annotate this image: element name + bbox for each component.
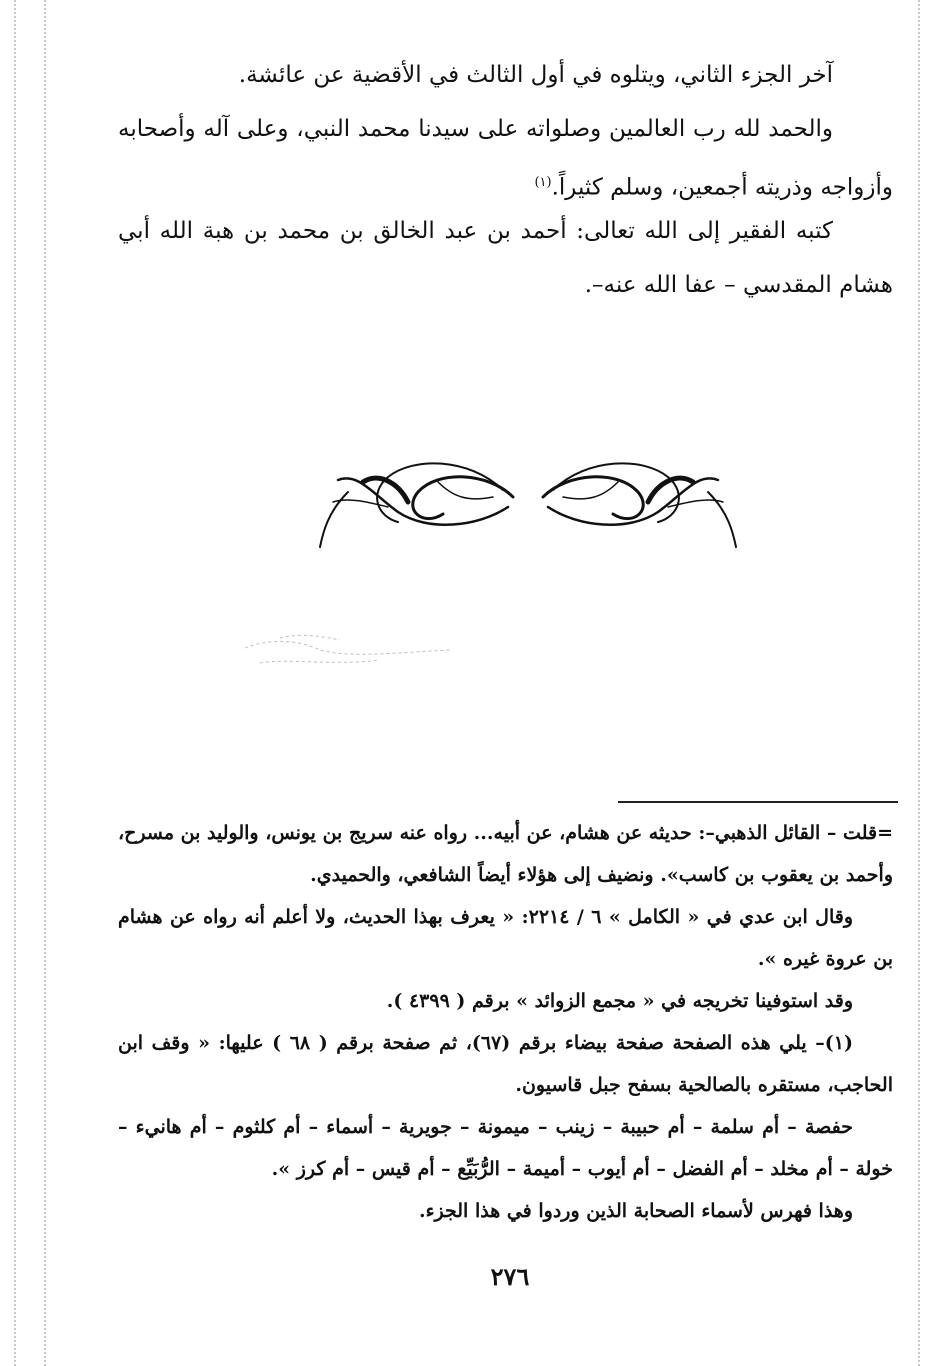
binding-dots-left <box>14 0 16 1366</box>
footnote-companions-list: حفصة – أم سلمة – أم حبيبة – زينب – ميمونة – جويرية – أسماء – أم كلثوم – أم هانيء – خولة – أم مخلد – أم الفضل – أم أيوب – أميمة – الرُّبَيِّع – أم قيس – أم كرز ». <box>118 1116 893 1180</box>
scan-smudge <box>240 628 460 678</box>
doxology-text: والحمد لله رب العالمين وصلواته على سيدنا محمد النبي، وعلى آله وأصحابه وأزواجه وذريته أجمعين، وسلم كثيراً. <box>118 116 893 201</box>
footnote-separator <box>618 801 898 803</box>
binding-dots-right <box>918 0 920 1366</box>
document-page <box>118 0 893 1366</box>
footnote-1: (١)– يلي هذه الصفحة صفحة بيضاء برقم (٦٧)، ثم صفحة برقم ( ٦٨ ) عليها: « وقف ابن الحاجب، مستقره بالصالحية بسفح جبل قاسيون. <box>118 1032 893 1096</box>
footnote-reference: (١) <box>534 175 552 190</box>
doxology-paragraph <box>118 102 893 215</box>
page-number: ٢٧٦ <box>490 1262 530 1291</box>
decorative-ornament <box>318 452 738 552</box>
closing-line: آخر الجزء الثاني، ويتلوه في أول الثالث في الأقضية عن عائشة. <box>238 62 833 88</box>
footnote-continuation: =قلت – القائل الذهبي–: حديثه عن هشام، عن أبيه... رواه عنه سريج بن يونس، والوليد بن مسرح، وأحمد بن يعقوب بن كاسب». ونضيف إلى هؤلاء أيضاً الشافعي، والحميدي. <box>118 822 893 886</box>
binding-dots-left-2 <box>44 0 46 1366</box>
colophon-paragraph: كتبه الفقير إلى الله تعالى: أحمد بن عبد الخالق بن محمد بن هبة الله أبي هشام المقدسي – عفا الله عنه–. <box>118 218 893 298</box>
footnote-ibn-adi: وقال ابن عدي في « الكامل » ٦ / ٢٢١٤: « يعرف بهذا الحديث، ولا أعلم أنه رواه عن هشام بن عروة غيره ». <box>118 906 893 970</box>
footnote-takhrij: وقد استوفينا تخريجه في « مجمع الزوائد » برقم ( ٤٣٩٩ ). <box>386 990 853 1012</box>
footnote-index-note: وهذا فهرس لأسماء الصحابة الذين وردوا في هذا الجزء. <box>418 1200 853 1222</box>
